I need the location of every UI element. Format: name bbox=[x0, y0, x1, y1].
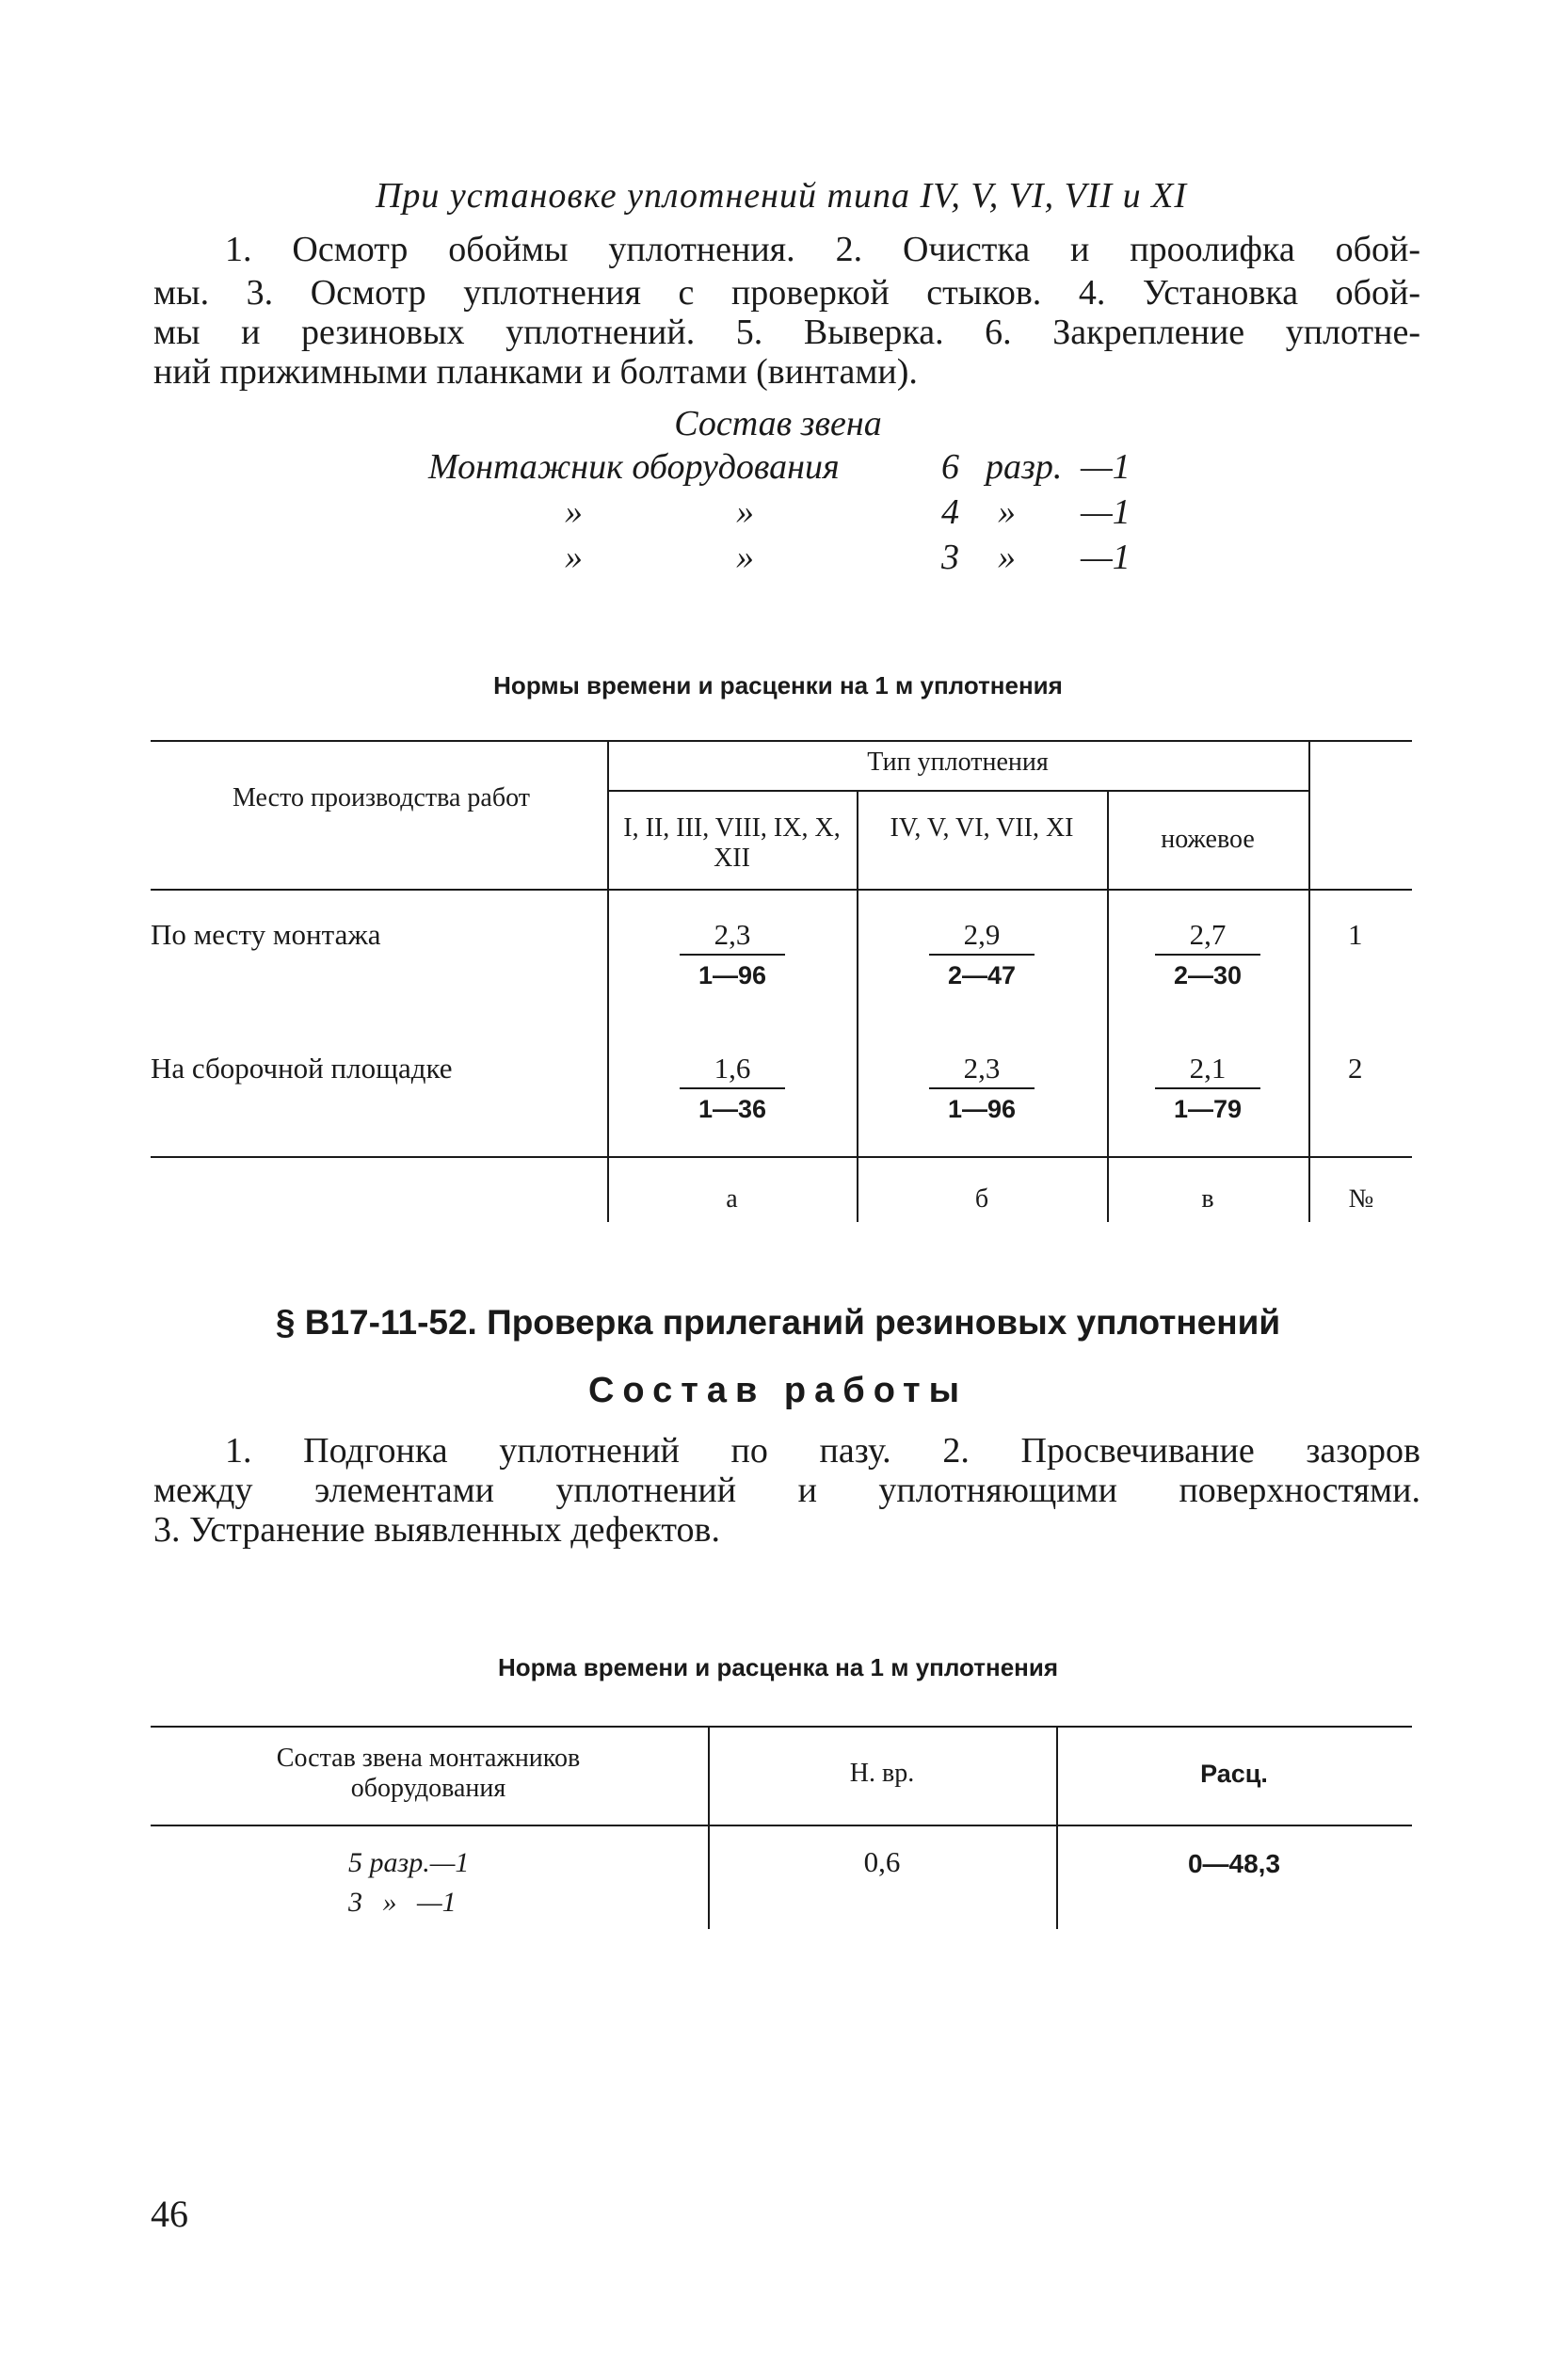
crew-profession-ditto: » bbox=[736, 492, 754, 532]
rate-value: 1—79 bbox=[1173, 1095, 1243, 1123]
table2-norm-value: 0,6 bbox=[863, 1845, 901, 1878]
crew-profession-ditto: » bbox=[565, 492, 583, 532]
rate-value: 2—47 bbox=[947, 961, 1017, 989]
table2-crew-header: Состав звена монтажников оборудования bbox=[276, 1744, 581, 1803]
fraction-bar bbox=[929, 1087, 1035, 1089]
work-steps-line: ний прижимными планками и болтами (винтами). bbox=[153, 352, 918, 392]
crew-count: —1 bbox=[1081, 538, 1131, 577]
table1-column-letter: а bbox=[726, 1184, 738, 1214]
page-number: 46 bbox=[151, 2193, 188, 2235]
table1-type-header: Тип уплотнения bbox=[867, 748, 1049, 777]
crew-grade-unit: » bbox=[998, 538, 1016, 577]
norm-value: 2,3 bbox=[963, 1052, 1001, 1085]
crew-grade-unit: разр. bbox=[986, 447, 1063, 487]
table1-col-rule bbox=[607, 740, 609, 1222]
table1-row-number: 2 bbox=[1348, 1052, 1363, 1085]
section-work-line: 3. Устранение выявленных дефектов. bbox=[153, 1510, 720, 1550]
table1-value bbox=[1142, 918, 1274, 989]
table1-type-column: ножевое bbox=[1161, 825, 1255, 854]
table1-column-letter: в bbox=[1201, 1184, 1214, 1214]
crew-row bbox=[0, 491, 1556, 531]
work-steps-paragraph bbox=[153, 230, 1420, 392]
table2-crew-line: 5 разр.—1 bbox=[348, 1847, 470, 1878]
table1-type-column: I, II, III, VIII, IX, X, XII bbox=[623, 813, 841, 873]
table2-col-rule bbox=[1056, 1726, 1058, 1929]
table1-value bbox=[666, 918, 798, 989]
table1-row-place: По месту монтажа bbox=[151, 918, 381, 951]
work-steps-line: мы. 3. Осмотр уплотнения с проверкой стыков. 4. Установка обой- bbox=[153, 273, 1420, 313]
fraction-bar bbox=[680, 954, 785, 956]
section-title: § В17-11-52. Проверка прилеганий резиновых уплотнений bbox=[275, 1303, 1281, 1342]
table1-col-rule bbox=[1308, 740, 1310, 1222]
table1-row-place: На сборочной площадке bbox=[151, 1052, 453, 1085]
crew-row bbox=[0, 446, 1556, 486]
rate-value: 2—30 bbox=[1173, 961, 1243, 989]
work-steps-line: мы и резиновых уплотнений. 5. Выверка. 6. Закрепление уплотне- bbox=[153, 313, 1420, 352]
table1-type-rule bbox=[607, 790, 1308, 792]
crew-grade: 3 bbox=[941, 538, 959, 577]
table1-type-column: IV, V, VI, VII, XI bbox=[890, 813, 1074, 843]
crew-profession-ditto: » bbox=[736, 538, 754, 577]
table1-place-header: Место производства работ bbox=[233, 783, 530, 812]
norm-value: 2,1 bbox=[1189, 1052, 1227, 1085]
table1-col-rule bbox=[857, 790, 858, 1222]
table1-header-rule bbox=[151, 889, 1412, 891]
table1-value bbox=[916, 918, 1048, 989]
norm-value: 2,9 bbox=[963, 918, 1001, 951]
fraction-bar bbox=[929, 954, 1035, 956]
crew-row bbox=[0, 537, 1556, 576]
crew-profession: Монтажник оборудования bbox=[428, 447, 840, 487]
table1-value bbox=[916, 1052, 1048, 1123]
norm-value: 2,3 bbox=[714, 918, 751, 951]
section-work-line: между элементами уплотнений и уплотняющими поверхностями. bbox=[153, 1471, 1420, 1510]
table1-value bbox=[1142, 1052, 1274, 1123]
table1-top-rule bbox=[151, 740, 1412, 742]
crew-profession-ditto: » bbox=[565, 538, 583, 577]
table2-rate-value: 0—48,3 bbox=[1187, 1849, 1281, 1878]
table1-column-letter: б bbox=[974, 1184, 989, 1214]
section-work-line: 1. Подгонка уплотнений по пазу. 2. Просвечивание зазоров bbox=[225, 1431, 1420, 1471]
rate-value: 1—96 bbox=[698, 961, 767, 989]
fraction-bar bbox=[1155, 1087, 1260, 1089]
section-work-paragraph bbox=[153, 1431, 1420, 1550]
work-steps-line: 1. Осмотр обоймы уплотнения. 2. Очистка и проолифка обой- bbox=[225, 230, 1420, 269]
rate-value: 1—36 bbox=[698, 1095, 767, 1123]
fraction-bar bbox=[680, 1087, 785, 1089]
table2-top-rule bbox=[151, 1726, 1412, 1728]
table2-crew-line: 3 » —1 bbox=[348, 1887, 457, 1918]
table1-footer-rule bbox=[151, 1156, 1412, 1158]
fraction-bar bbox=[1155, 954, 1260, 956]
table2-rate-header: Расц. bbox=[1200, 1760, 1268, 1788]
crew-count: —1 bbox=[1081, 492, 1131, 532]
table2-caption: Норма времени и расценка на 1 м уплотнения bbox=[497, 1653, 1059, 1681]
crew-count: —1 bbox=[1081, 447, 1131, 487]
crew-grade: 6 bbox=[941, 447, 959, 487]
crew-grade-unit: » bbox=[998, 492, 1016, 532]
norm-value: 1,6 bbox=[714, 1052, 751, 1085]
crew-title: Состав звена bbox=[674, 404, 882, 443]
table2-norm-header: Н. вр. bbox=[849, 1759, 915, 1788]
norm-value: 2,7 bbox=[1189, 918, 1227, 951]
table1-caption: Нормы времени и расценки на 1 м уплотнения bbox=[493, 671, 1063, 700]
work-composition-heading: Состав работы bbox=[587, 1371, 969, 1410]
table1-row-number: 1 bbox=[1348, 918, 1363, 951]
installation-heading: При установке уплотнений типа IV, V, VI, VII и XI bbox=[375, 176, 1187, 216]
table2-col-rule bbox=[708, 1726, 710, 1929]
table1-number-symbol: № bbox=[1348, 1184, 1374, 1214]
rate-value: 1—96 bbox=[947, 1095, 1017, 1123]
table2-header-rule bbox=[151, 1825, 1412, 1826]
crew-grade: 4 bbox=[941, 492, 959, 532]
table1-value bbox=[666, 1052, 798, 1123]
